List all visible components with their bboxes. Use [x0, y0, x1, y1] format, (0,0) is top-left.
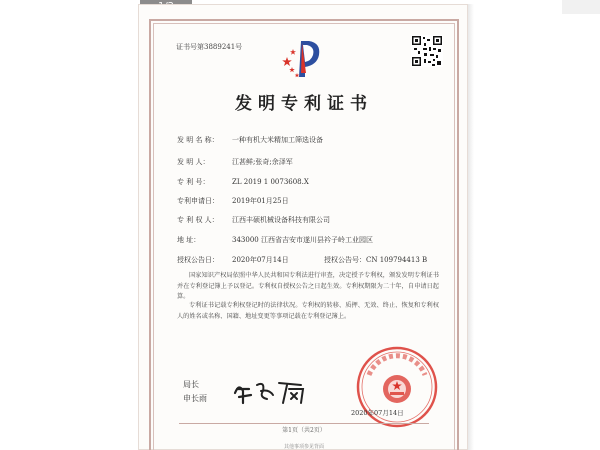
- field-invention-name: [177, 135, 323, 145]
- field-value: 江甚鲜;张奇;余泽军: [232, 158, 293, 166]
- field-label: 专 利 权 人：: [177, 216, 219, 224]
- viewer-corner-tab: [562, 0, 600, 14]
- field-label-extra: 授权公告号：: [324, 256, 366, 264]
- chief-title: 局长: [183, 380, 199, 389]
- certificate-number: 证书号第3889241号: [176, 43, 243, 51]
- field-label: 授权公告日：: [177, 256, 219, 264]
- page-footer-note: 其他事项参见背面: [283, 444, 324, 450]
- seal-date: 2020年07月14日: [351, 409, 404, 417]
- field-value: 2020年07月14日: [232, 256, 289, 264]
- field-value: 一种有机大米精加工筛选设备: [232, 136, 323, 144]
- page-shadow: [468, 4, 474, 450]
- qr-code-icon: [411, 35, 443, 67]
- field-label: 地 址：: [177, 236, 201, 244]
- footer-divider: [179, 423, 429, 424]
- field-label: 专利申请日：: [177, 197, 219, 205]
- field-application-date: [177, 196, 289, 206]
- field-value: 江西丰硕机械设备科技有限公司: [232, 216, 330, 224]
- field-address: [177, 235, 373, 245]
- patent-office-emblem-icon: [279, 37, 327, 81]
- page-footer: 第1页（共2页）: [282, 427, 326, 434]
- field-value: 2019年01月25日: [232, 197, 289, 205]
- chief-name: 申长雨: [183, 394, 207, 403]
- field-value: 343000 江西省吉安市遂川县衿子岭工业园区: [232, 236, 373, 244]
- grant-statement-paragraph: 国家知识产权局依照中华人民共和国专利法进行审查，决定授予专利权，颁发发明专利证书并在专利登记簿上予以登记。专利权自授权公告之日起生效。专利权期限为二十年，自申请日起算。: [177, 272, 439, 300]
- legal-status-paragraph: 专利证书记载专利权登记时的法律状况。专利权的转移、质押、无效、终止、恢复和专利权人的姓名或名称、国籍、地址变更等事项记载在专利登记簿上。: [177, 302, 439, 320]
- field-label: 专 利 号：: [177, 178, 210, 186]
- field-patentee: [177, 215, 330, 225]
- patent-certificate: [138, 4, 468, 450]
- field-inventors: [177, 157, 293, 167]
- field-value: ZL 2019 1 0073608.X: [232, 178, 309, 186]
- field-label: 发 明 人：: [177, 158, 210, 166]
- field-value-extra: CN 109794413 B: [366, 256, 428, 264]
- field-patent-number: [177, 177, 309, 187]
- certificate-title: 发明专利证书: [235, 94, 373, 114]
- field-grant-date: [177, 255, 427, 265]
- signature-icon: [231, 377, 311, 407]
- field-label: 发 明 名 称：: [177, 136, 219, 144]
